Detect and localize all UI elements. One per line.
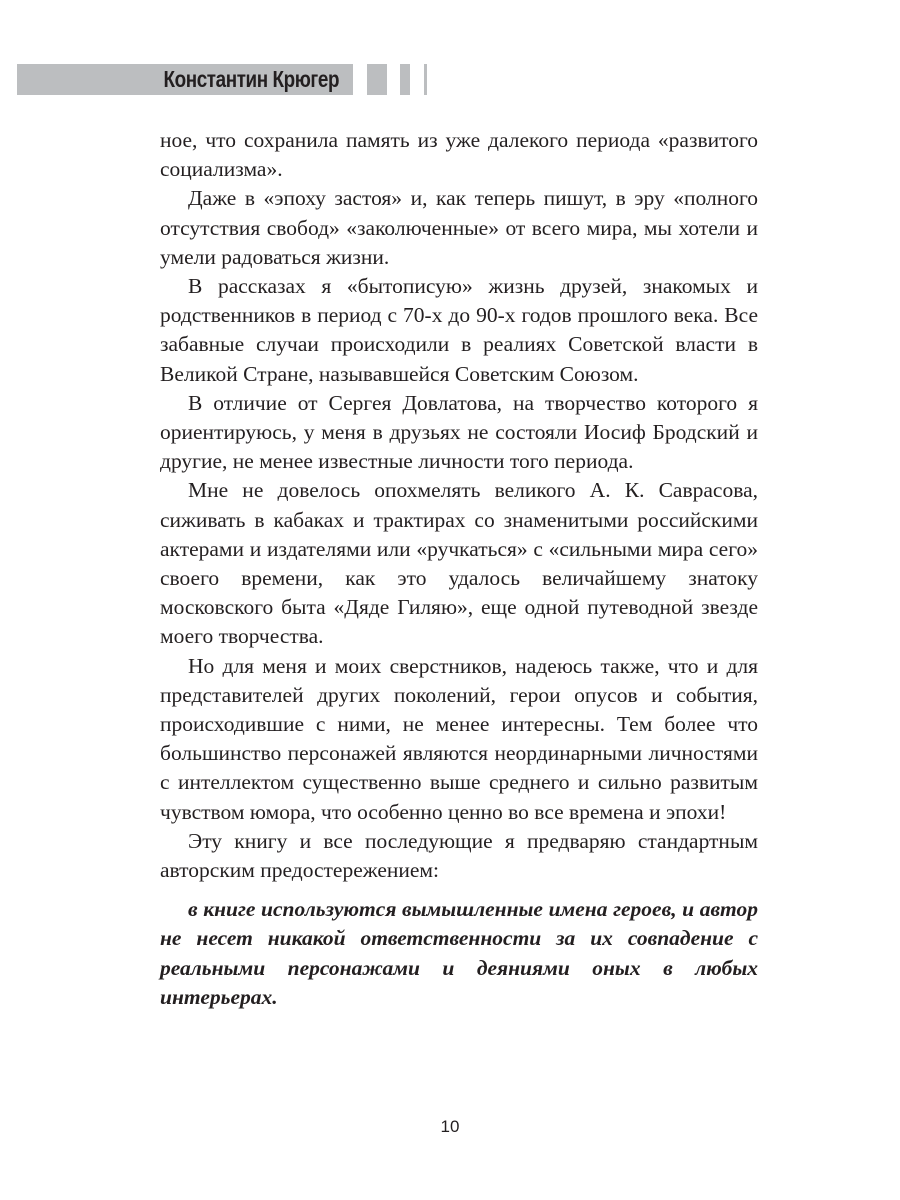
paragraph: В отличие от Сергея Довлатова, на творчество которого я ориентируюсь, у меня в друзьях не состояли Иосиф Бродский и другие, не менее известные личности того периода.: [160, 390, 758, 474]
header-decoration-block: [400, 64, 410, 95]
header-decoration-block: [424, 64, 427, 95]
paragraph: Даже в «эпоху застоя» и, как теперь пишут, в эру «полного отсутствия свобод» «заколюченные» от всего мира, мы хотели и умели радоваться жизни.: [160, 186, 758, 269]
paragraph: В рассказах я «бытописую» жизнь друзей, знакомых и родственников в период с 70-х до 90-х годов прошлого века. Все забавные случаи происходили в реалиях Советской власти в Великой Стране, называвшейся Советским Союзом.: [160, 274, 758, 386]
paragraph: Но для меня и моих сверстников, надеюсь также, что и для представителей других поколений, герои опусов и события, происходившие с ними, не менее интересны. Тем более что большинство персонажей являются неординарными личностями с интеллектом существенно выше среднего и сильно развитым чувством юмора, что особенно ценно во все времена и эпохи!: [160, 653, 758, 824]
paragraph: Мне не довелось опохмелять великого А. К. Саврасова, сиживать в кабаках и трактирах со знаменитыми российскими актерами и издателями или «ручкаться» с «сильными мира сего» своего времени, как это удалось величайшему знатоку московского быта «Дяде Гиляю», еще одной путеводной звезде моего творчества.: [160, 478, 758, 649]
page-number: 10: [440, 1117, 460, 1136]
paragraph: Эту книгу и все последующие я предваряю стандартным авторским предостережением:: [160, 828, 758, 883]
paragraph: ное, что сохранила память из уже далекого периода «развитого социализма».: [160, 128, 758, 182]
running-header-author: Константин Крюгер: [163, 66, 339, 92]
running-header-bar: [17, 64, 353, 95]
header-decoration-block: [367, 64, 387, 95]
page-body: [160, 126, 758, 1012]
author-disclaimer: в книге используются вымышленные имена героев, и автор не несет никакой ответственности за их совпадение с реальными персонажами и деяниями оных в любых интерьерах.: [160, 897, 758, 1009]
